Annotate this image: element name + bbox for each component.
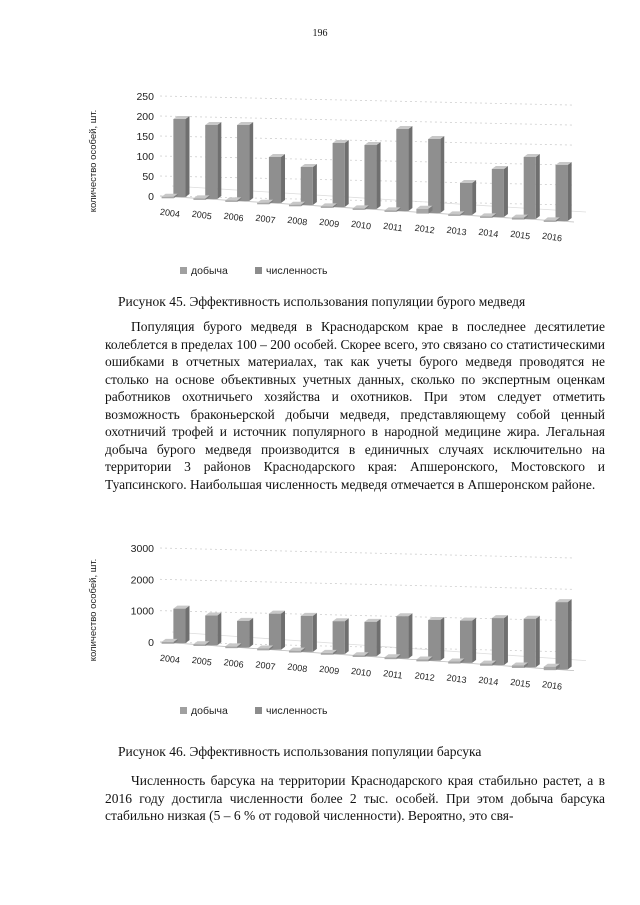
chart-1-gridline (160, 96, 574, 105)
chart-2-legend-label: добыча (191, 705, 228, 717)
chart-2-bar-chislennost-front (205, 616, 217, 646)
chart-2-bar-chislennost (492, 615, 508, 665)
chart-2-bar-dobycha-front (289, 651, 301, 653)
chart-1-bar-chislennost (173, 116, 189, 197)
paragraph-bear: Популяция бурого медведя в Краснодарском крае в последнее десятилетие колеблется в пределах 100 – 200 особей. Скорее всего, это связано со статистическими ошибками в отчетных материалах, так как учеты бурого медведя проводятся не столько на основе объективных учетных данных, сколько по экспертным оценкам работников охотничьего хозяйства и охотников. При этом следует отметить возможность браконьерской добычи медведя, представляющему собой ценный охотничий трофей и источник популярного в народной медицине жира. Легальная добыча бурого медведя производится в единичных случаях исключительно на территории 3 районов Краснодарского края: Апшеронского, Мостовского и Туапсинского. Наибольшая численность медведя отмечается в Апшеронском районе. (105, 319, 605, 492)
chart-1-bar-chislennost-front (173, 119, 185, 197)
chart-2-bar-chislennost-side (440, 617, 444, 661)
chart-2-bar-chislennost-front (524, 619, 536, 668)
chart-1-bar-chislennost-front (269, 157, 281, 203)
chart-2-bar-chislennost (333, 618, 349, 654)
chart-1-xtick: 2010 (350, 218, 372, 232)
chart-1-ylabel: количество особей, шт. (88, 109, 99, 213)
chart-1-bar-chislennost (396, 126, 412, 211)
chart-2-bar-chislennost-front (269, 614, 281, 650)
chart-1-bar-chislennost-front (428, 139, 440, 213)
chart-2-xtick: 2015 (509, 676, 531, 690)
chart-2-gridline (160, 611, 574, 621)
chart-1-bar-chislennost-side (313, 164, 317, 205)
chart-2-bar-dobycha-front (544, 667, 556, 670)
chart-2-bar-chislennost-side (281, 611, 285, 650)
chart-2-bar-dobycha-front (480, 664, 492, 666)
chart-1-bar-chislennost-side (536, 154, 540, 219)
chart-2-xtick: 2016 (541, 679, 563, 692)
chart-2-legend-label: численность (266, 705, 328, 717)
chart-2-ytick: 3000 (130, 543, 154, 555)
chart-2-bar-chislennost-front (173, 609, 185, 643)
chart-1-bar-chislennost-front (364, 145, 376, 209)
chart-1-bar-chislennost (269, 154, 285, 203)
chart-1-legend-label: численность (266, 265, 328, 277)
chart-1-xtick: 2012 (414, 222, 436, 236)
chart-1-legend-swatch (255, 267, 262, 274)
chart-1-bar-chislennost-side (217, 122, 221, 199)
chart-2-ytick: 0 (148, 637, 154, 649)
chart-1-bar-chislennost-front (333, 143, 345, 207)
chart-2-xtick: 2014 (477, 674, 500, 688)
chart-1-xtick: 2008 (286, 214, 308, 228)
chart-2-bar-dobycha-front (385, 657, 397, 659)
page-number: 196 (312, 28, 328, 39)
chart-2-bar-dobycha-front (416, 659, 428, 661)
chart-1-xtick: 2014 (477, 226, 500, 240)
chart-2-xtick: 2008 (286, 661, 308, 675)
chart-1-xtick: 2016 (541, 230, 563, 244)
chart-1-bar-chislennost (428, 136, 444, 213)
chart-1-bar-chislennost (556, 162, 572, 221)
chart-1-bar-dobycha-front (480, 216, 492, 218)
chart-1-bar-dobycha-front (353, 208, 365, 210)
chart-1-bar-chislennost (333, 140, 349, 207)
chart-1-bar-chislennost-front (460, 183, 472, 215)
chart-1-bar-chislennost (205, 122, 221, 199)
chart-1-bar-dobycha-front (257, 203, 269, 205)
chart-2-bar-chislennost-front (428, 620, 440, 661)
chart-1-gridline (160, 116, 574, 125)
chart-1-bar-chislennost (301, 164, 317, 205)
chart-1-bar-dobycha (257, 200, 273, 205)
chart-1-xtick: 2015 (509, 228, 531, 242)
chart-1-legend-label: добыча (191, 265, 228, 277)
chart-2-bar-chislennost (237, 618, 253, 648)
chart-2-bar-chislennost-side (568, 599, 572, 669)
chart-2-bar-chislennost-side (536, 616, 540, 668)
chart-1-bar-chislennost (524, 154, 540, 219)
chart-1-ytick: 200 (136, 111, 154, 123)
chart-2-bar-dobycha-front (321, 653, 333, 655)
chart-1-bar-dobycha-front (544, 220, 556, 222)
chart-2-bar-chislennost (173, 606, 189, 643)
chart-2-ytick: 1000 (130, 605, 154, 618)
chart-2-bar-chislennost (301, 613, 317, 652)
chart-2-bar-dobycha-front (512, 665, 524, 668)
chart-2-xtick: 2004 (159, 652, 181, 666)
figure-45-caption: Рисунок 45. Эффективность использования популяции бурого медведя (118, 294, 526, 309)
chart-1-bar-chislennost (237, 122, 253, 201)
chart-1-bar-chislennost-side (504, 166, 508, 217)
chart-2-bar-chislennost-side (313, 613, 317, 652)
chart-1-bar-chislennost-front (396, 129, 408, 211)
chart-1-legend-swatch (180, 267, 187, 274)
chart-2-bar-chislennost (524, 616, 540, 668)
chart-1-xtick: 2007 (254, 212, 277, 226)
chart-2-bar-chislennost-front (333, 621, 345, 654)
chart-2-bar-chislennost (205, 613, 221, 646)
chart-1-ytick: 150 (136, 131, 154, 143)
chart-2-bar-chislennost-front (396, 616, 408, 658)
chart-2-bar-chislennost-side (408, 613, 412, 658)
chart-1-bar-chislennost-front (301, 167, 313, 205)
chart-1-ytick: 100 (136, 151, 154, 163)
chart-1-bar-chislennost (460, 180, 476, 215)
chart-1-xtick: 2011 (382, 220, 404, 234)
chart-2-ytick: 2000 (130, 574, 154, 587)
chart-2-bar-chislennost-side (472, 618, 476, 663)
figure-46-caption: Рисунок 46. Эффективность использования популяции барсука (118, 744, 482, 759)
chart-1-bar-dobycha-front (193, 198, 205, 200)
chart-1-bar-chislennost-front (492, 169, 504, 217)
chart-2-bar-chislennost-side (345, 618, 349, 654)
chart-1-bar-chislennost-side (345, 140, 349, 207)
chart-2-bar-chislennost (396, 613, 412, 658)
chart-2-bar-chislennost (556, 599, 572, 669)
chart-1-xtick: 2009 (318, 216, 340, 230)
chart-brown-bear-svg (88, 84, 608, 284)
chart-2-xtick: 2013 (445, 672, 468, 686)
chart-1-bar-chislennost-side (185, 116, 189, 197)
chart-1-bar-chislennost (492, 166, 508, 217)
chart-1-bar-chislennost (364, 142, 380, 209)
chart-2-legend-swatch (180, 707, 187, 714)
chart-2-legend-swatch (255, 707, 262, 714)
chart-1-bar-chislennost-front (524, 157, 536, 219)
chart-2-legend (180, 705, 328, 717)
chart-1-ytick: 250 (136, 91, 154, 103)
chart-1-xtick: 2005 (191, 208, 213, 222)
chart-1-bar-chislennost-side (281, 154, 285, 203)
chart-2-xtick: 2006 (223, 657, 245, 670)
chart-1-bar-chislennost-front (556, 165, 568, 221)
chart-2-bar-chislennost-front (556, 602, 568, 669)
chart-2-bar-dobycha-front (193, 644, 205, 646)
chart-1-bar-dobycha-front (225, 200, 237, 202)
chart-2-bar-dobycha-front (225, 646, 237, 648)
chart-1-bar-chislennost-side (440, 136, 444, 213)
chart-1-bar-dobycha-front (416, 209, 428, 214)
chart-1-ytick: 50 (142, 171, 154, 183)
chart-2-bar-chislennost-side (249, 618, 253, 648)
chart-2-bar-chislennost-front (364, 622, 376, 656)
chart-1-bar-dobycha-front (512, 218, 524, 220)
chart-1-bar-dobycha-front (448, 214, 460, 216)
chart-1-bar-chislennost-side (472, 180, 476, 215)
chart-2-xtick: 2012 (414, 670, 436, 683)
chart-badger (88, 534, 608, 724)
chart-2-bar-chislennost-front (492, 618, 504, 665)
chart-1-xtick: 2006 (223, 210, 245, 224)
chart-2-bar-chislennost-side (185, 606, 189, 643)
chart-2-bar-chislennost-side (217, 613, 221, 646)
chart-1-bar-chislennost-side (568, 162, 572, 221)
chart-2-bar-chislennost-side (377, 619, 381, 656)
chart-2-xtick: 2011 (382, 668, 404, 681)
chart-1-bar-dobycha (289, 202, 305, 207)
chart-2-bar-dobycha-front (257, 648, 269, 650)
chart-2-bar-chislennost (460, 618, 476, 663)
chart-1-bar-chislennost-side (408, 126, 412, 211)
chart-1-bar-chislennost-side (249, 122, 253, 201)
chart-1-ytick: 0 (148, 191, 154, 203)
chart-2-xtick: 2009 (318, 663, 340, 677)
chart-1-bar-chislennost-front (205, 125, 217, 199)
chart-1-bar-chislennost-side (377, 142, 381, 209)
chart-1-bar-dobycha-front (385, 210, 397, 212)
chart-2-bar-chislennost (269, 611, 285, 650)
chart-2-xtick: 2007 (254, 659, 277, 672)
chart-1-legend (180, 265, 328, 277)
chart-2-bar-dobycha-front (162, 642, 174, 644)
chart-badger-svg (88, 534, 608, 724)
chart-1-bar-chislennost-front (237, 125, 249, 201)
chart-2-bar-chislennost (364, 619, 380, 656)
chart-2-bar-chislennost-side (504, 615, 508, 665)
chart-1-bar-dobycha-front (289, 205, 301, 207)
chart-2-bar-chislennost-front (460, 621, 472, 663)
chart-1-xtick: 2004 (159, 206, 181, 220)
chart-2-bar-chislennost-front (301, 616, 313, 652)
chart-2-xtick: 2005 (191, 654, 213, 668)
chart-1-bar-dobycha-front (321, 206, 333, 208)
chart-2-gridline (160, 548, 574, 558)
chart-2-bar-chislennost (428, 617, 444, 661)
chart-2-bar-dobycha-front (353, 655, 365, 657)
chart-2-ylabel: количество особей, шт. (88, 558, 99, 662)
chart-brown-bear (88, 84, 608, 284)
chart-1-xtick: 2013 (445, 224, 468, 238)
chart-2-gridline (160, 579, 574, 589)
paragraph-badger: Численность барсука на территории Краснодарского края стабильно растет, а в 2016 году достигла численности более 2 тыс. особей. При этом добыча барсука стабильно низкая (5 – 6 % от годовой численности). Вероятно, это свя- (105, 773, 605, 823)
chart-2-xtick: 2010 (350, 665, 372, 679)
chart-1-bar-dobycha (162, 194, 178, 199)
chart-1-bar-dobycha-front (162, 197, 174, 199)
chart-2-bar-dobycha-front (448, 662, 460, 664)
